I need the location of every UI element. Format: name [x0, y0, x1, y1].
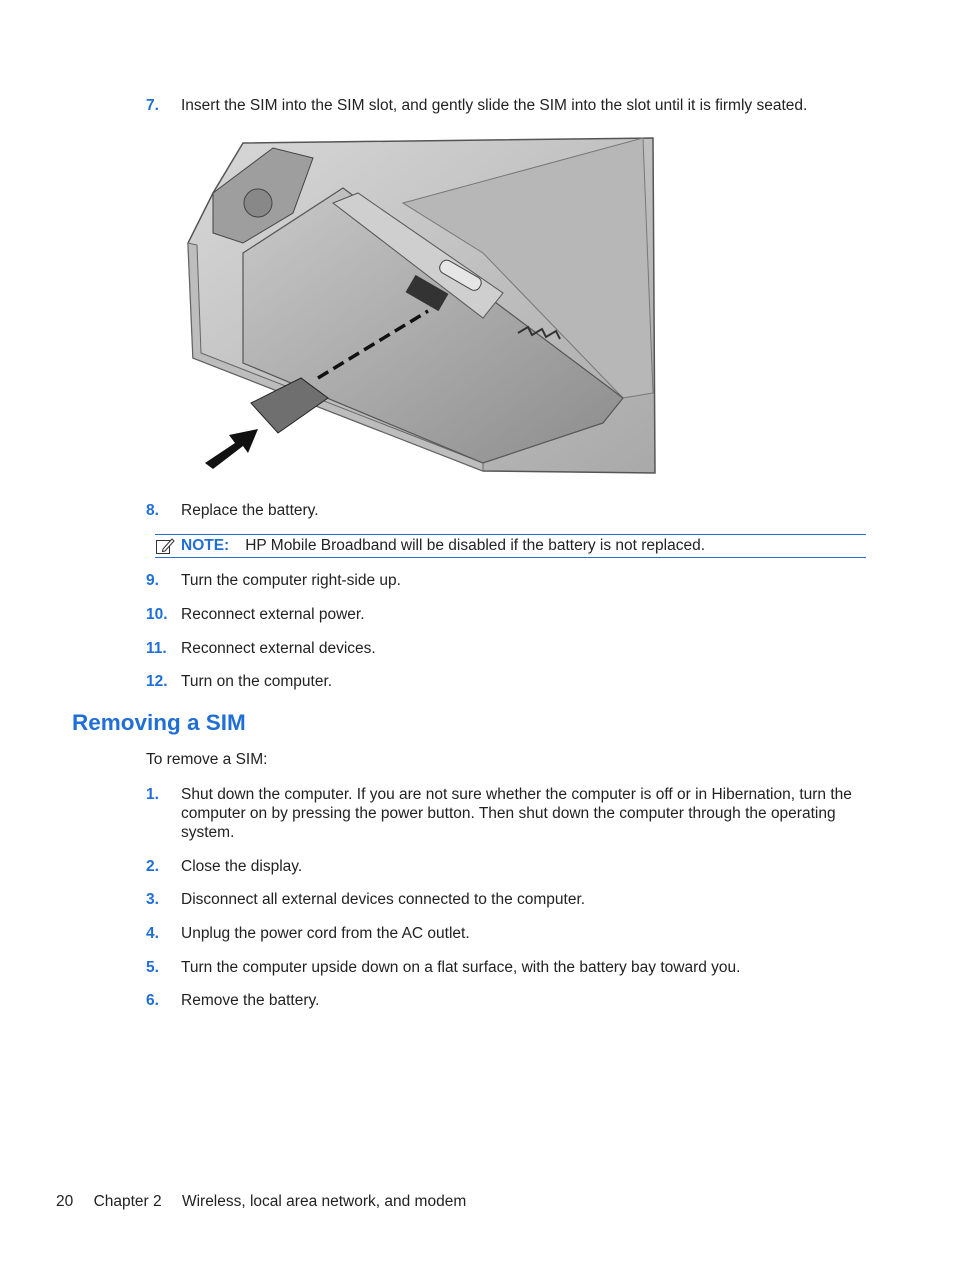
section-intro: To remove a SIM: — [146, 751, 268, 768]
step-number: 3. — [146, 891, 159, 908]
step-12 — [146, 672, 876, 691]
page-footer — [56, 1193, 482, 1211]
step-text: Turn on the computer. — [181, 673, 333, 690]
step-7 — [146, 96, 876, 115]
step-number: 8. — [146, 502, 159, 519]
note-box — [155, 534, 866, 558]
step-text: Disconnect all external devices connected to the computer. — [181, 891, 586, 908]
step-text: Remove the battery. — [181, 992, 320, 1009]
remove-step-3 — [146, 890, 876, 909]
page-number: 20 — [56, 1193, 74, 1210]
step-text: Turn the computer right-side up. — [181, 572, 401, 589]
step-number: 5. — [146, 959, 159, 976]
step-text: Insert the SIM into the SIM slot, and gently slide the SIM into the slot until it is firmly seated. — [181, 97, 808, 114]
chapter-title: Wireless, local area network, and modem — [181, 1193, 467, 1210]
step-text: Shut down the computer. If you are not sure whether the computer is off or in Hibernation, turn the computer on by pressing the power button. Then shut down the computer through the operating system. — [181, 786, 852, 841]
remove-step-4 — [146, 924, 876, 943]
remove-step-2 — [146, 857, 876, 876]
step-number: 2. — [146, 858, 159, 875]
note-text: HP Mobile Broadband will be disabled if the battery is not replaced. — [245, 537, 706, 554]
remove-step-5 — [146, 958, 876, 977]
step-number: 10. — [146, 606, 168, 623]
step-text: Close the display. — [181, 858, 303, 875]
section-heading: Removing a SIM — [72, 710, 246, 735]
note-pencil-icon — [155, 537, 175, 555]
step-number: 11. — [146, 640, 167, 657]
step-10 — [146, 605, 876, 624]
sim-insertion-illustration — [183, 133, 659, 479]
step-number: 7. — [146, 97, 159, 114]
step-9 — [146, 571, 876, 590]
step-text: Replace the battery. — [181, 502, 319, 519]
step-11 — [146, 639, 876, 658]
step-text: Reconnect external power. — [181, 606, 365, 623]
step-8 — [146, 501, 876, 520]
step-text: Turn the computer upside down on a flat surface, with the battery bay toward you. — [181, 959, 741, 976]
step-number: 12. — [146, 673, 168, 690]
remove-step-1 — [146, 785, 876, 842]
remove-step-6 — [146, 991, 876, 1010]
step-text: Reconnect external devices. — [181, 640, 376, 657]
step-number: 6. — [146, 992, 159, 1009]
step-text: Unplug the power cord from the AC outlet. — [181, 925, 470, 942]
step-number: 9. — [146, 572, 159, 589]
step-number: 1. — [146, 786, 159, 803]
chapter-label: Chapter 2 — [93, 1193, 162, 1210]
note-label: NOTE: — [181, 537, 230, 554]
step-number: 4. — [146, 925, 159, 942]
